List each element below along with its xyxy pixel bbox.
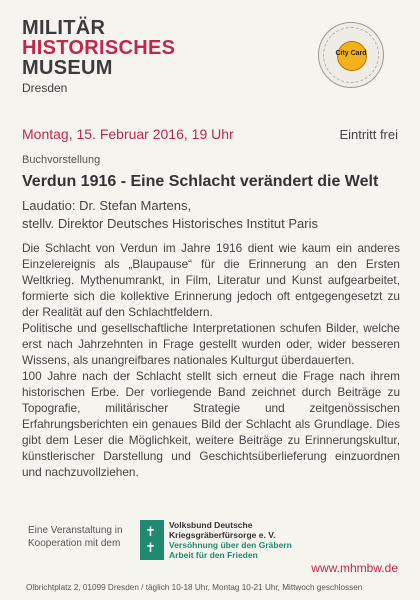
coop-line-1: Eine Veranstaltung in: [28, 525, 123, 536]
logo-line-3: MUSEUM: [22, 57, 113, 79]
description-paragraph-3: 100 Jahre nach der Schlacht stellt sich erneut die Frage nach ihrem historischen Erbe. Der vorliegende Band zeichnet durch Beiträge zu Topografie, militärischer Strategie und zeitgenössischen Erfahrungsberichten ein genaues Bild der Schlacht als Grundlage. Dies gibt dem Leser die Möglichkeit, weitere Beiträge zu Erinnerungskultur, künstlerischer Darstellung und Geschichtsüberlieferung einzuordnen und nachzuvollziehen.: [22, 369, 400, 479]
partner-block: [169, 520, 292, 560]
partner-slogan-2: Arbeit für den Frieden: [169, 550, 258, 560]
laudatio-speaker: Laudatio: Dr. Stefan Martens,: [22, 198, 192, 213]
laudatio-role: stellv. Direktor Deutsches Historisches Institut Paris: [22, 216, 318, 231]
event-title: Verdun 1916 - Eine Schlacht verändert die Welt: [22, 173, 379, 190]
logo-line-2: HISTORISCHES: [22, 37, 176, 59]
description-paragraph-2: Politische und gesellschaftliche Interpretationen schufen Bilder, welche erst nach Jahrzehnten in Frage gestellt wurden oder, wider besseren Wissens, als unangreifbares nationales Kulturgut überdauerten.: [22, 321, 400, 367]
event-date: Montag, 15. Februar 2016, 19 Uhr: [22, 126, 234, 142]
event-dateline: [22, 126, 398, 144]
event-type: Buchvorstellung: [22, 154, 101, 166]
museum-logo: [22, 17, 176, 95]
partner-name-1: Volksbund Deutsche: [169, 520, 253, 530]
description-paragraph-1: Die Schlacht von Verdun im Jahre 1916 dient wie kaum ein anderes Einzelereignis als „Blaupause“ für die Erinnerung an den Ersten Weltkrieg. Mythenumrankt, in Film, Literatur und Kunst aufgearbeitet, formierte sich die kollektive Erinnerung jedoch oft entgegengesetzt zu der Realität auf den Schlachtfeldern.: [22, 241, 400, 319]
logo-line-1: MILITÄR: [22, 17, 106, 39]
address-hours: Olbrichtplatz 2, 01099 Dresden / täglich 10-18 Uhr, Montag 10-21 Uhr, Mittwoch geschlossen: [26, 583, 363, 592]
website-link[interactable]: www.mhmbw.de: [311, 561, 398, 575]
coop-line-2: Kooperation mit dem: [28, 538, 121, 549]
partner-slogan-1: Versöhnung über den Gräbern: [169, 540, 292, 550]
admission-note: Eintritt frei: [339, 127, 398, 142]
partner-name-2: Kriegsgräberfürsorge e. V.: [169, 530, 276, 540]
city-card-stamp: [318, 22, 384, 88]
cooperation-note: [28, 524, 123, 550]
stamp-label: City Card: [335, 50, 367, 57]
volksbund-cross-icon: ✝ ✝: [140, 520, 164, 560]
logo-city: Dresden: [22, 81, 68, 95]
event-description: [22, 240, 400, 480]
